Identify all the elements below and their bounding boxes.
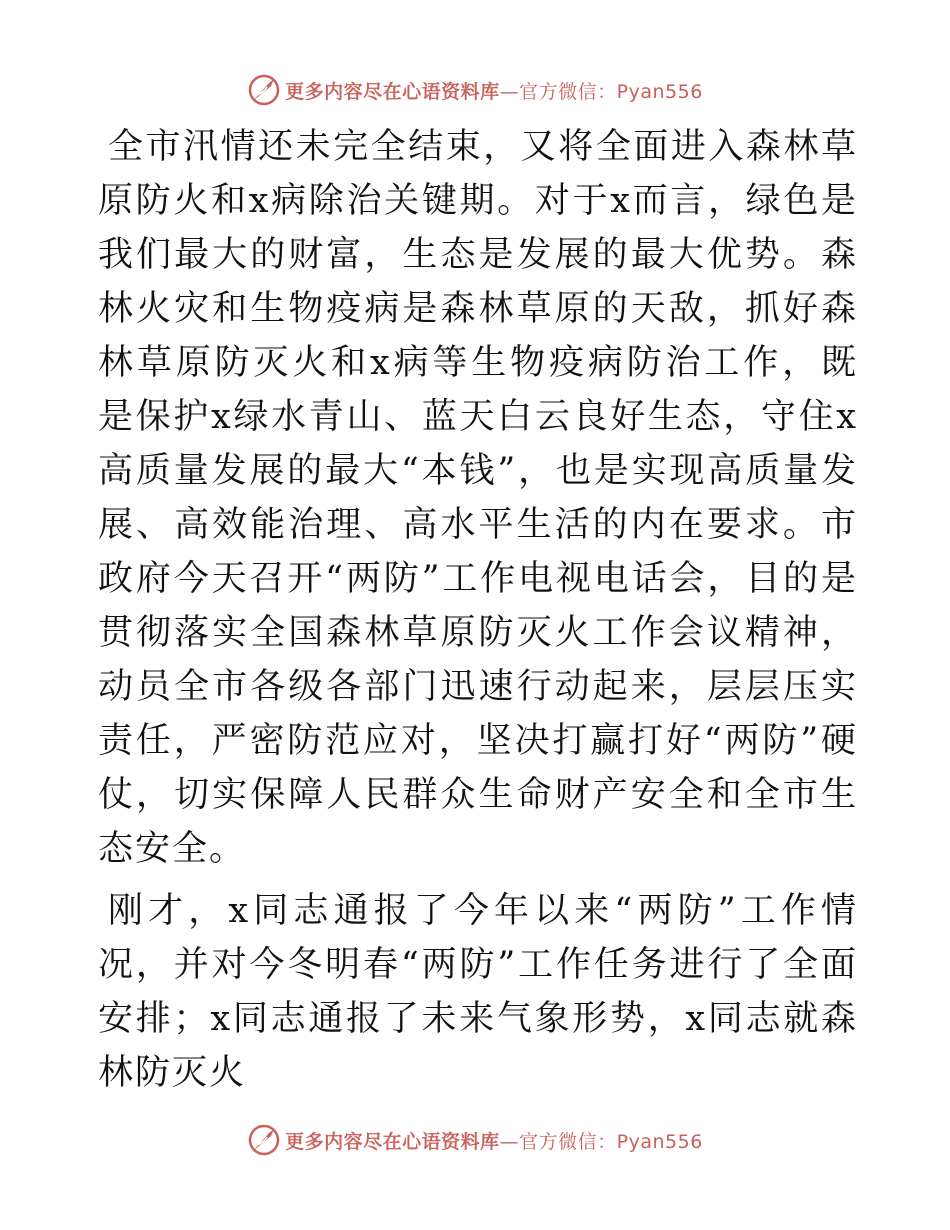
watermark-separator: — — [499, 1130, 520, 1153]
watermark-separator: — — [499, 80, 520, 103]
quill-logo-icon — [247, 1123, 281, 1157]
watermark-contact: 官方微信：Pyan556 — [519, 80, 703, 103]
quill-logo-icon — [247, 73, 281, 107]
watermark-brand: 更多内容尽在心语资料库 — [285, 1130, 500, 1153]
watermark-text — [285, 77, 703, 104]
header-watermark — [0, 70, 950, 110]
watermark-text — [285, 1127, 703, 1154]
footer-watermark — [0, 1120, 950, 1160]
paragraph-1: 全市汛情还未完全结束，又将全面进入森林草原防火和x病除治关键期。对于x而言，绿色是我们最大的财富，生态是发展的最大优势。森林火灾和生物疫病是森林草原的天敌，抓好森林草原防灭火和x病等生物疫病防治工作，既是保护x绿水青山、蓝天白云良好生态，守住x高质量发展的最大“本钱”，也是实现高质量发展、高效能治理、高水平生活的内在要求。市政府今天召开“两防”工作电视电话会，目的是贯彻落实全国森林草原防灭火工作会议精神，动员全市各级各部门迅速行动起来，层层压实责任，严密防范应对，坚决打赢打好“两防”硬仗，切实保障人民群众生命财产安全和全市生态安全。 — [98, 127, 858, 869]
paragraph-2: 刚才，x同志通报了今年以来“两防”工作情况，并对今冬明春“两防”工作任务进行了全面安排；x同志通报了未来气象形势，x同志就森林防灭火 — [98, 891, 858, 1093]
watermark-brand: 更多内容尽在心语资料库 — [285, 80, 500, 103]
watermark-contact: 官方微信：Pyan556 — [519, 1130, 703, 1153]
document-body — [98, 120, 858, 1104]
